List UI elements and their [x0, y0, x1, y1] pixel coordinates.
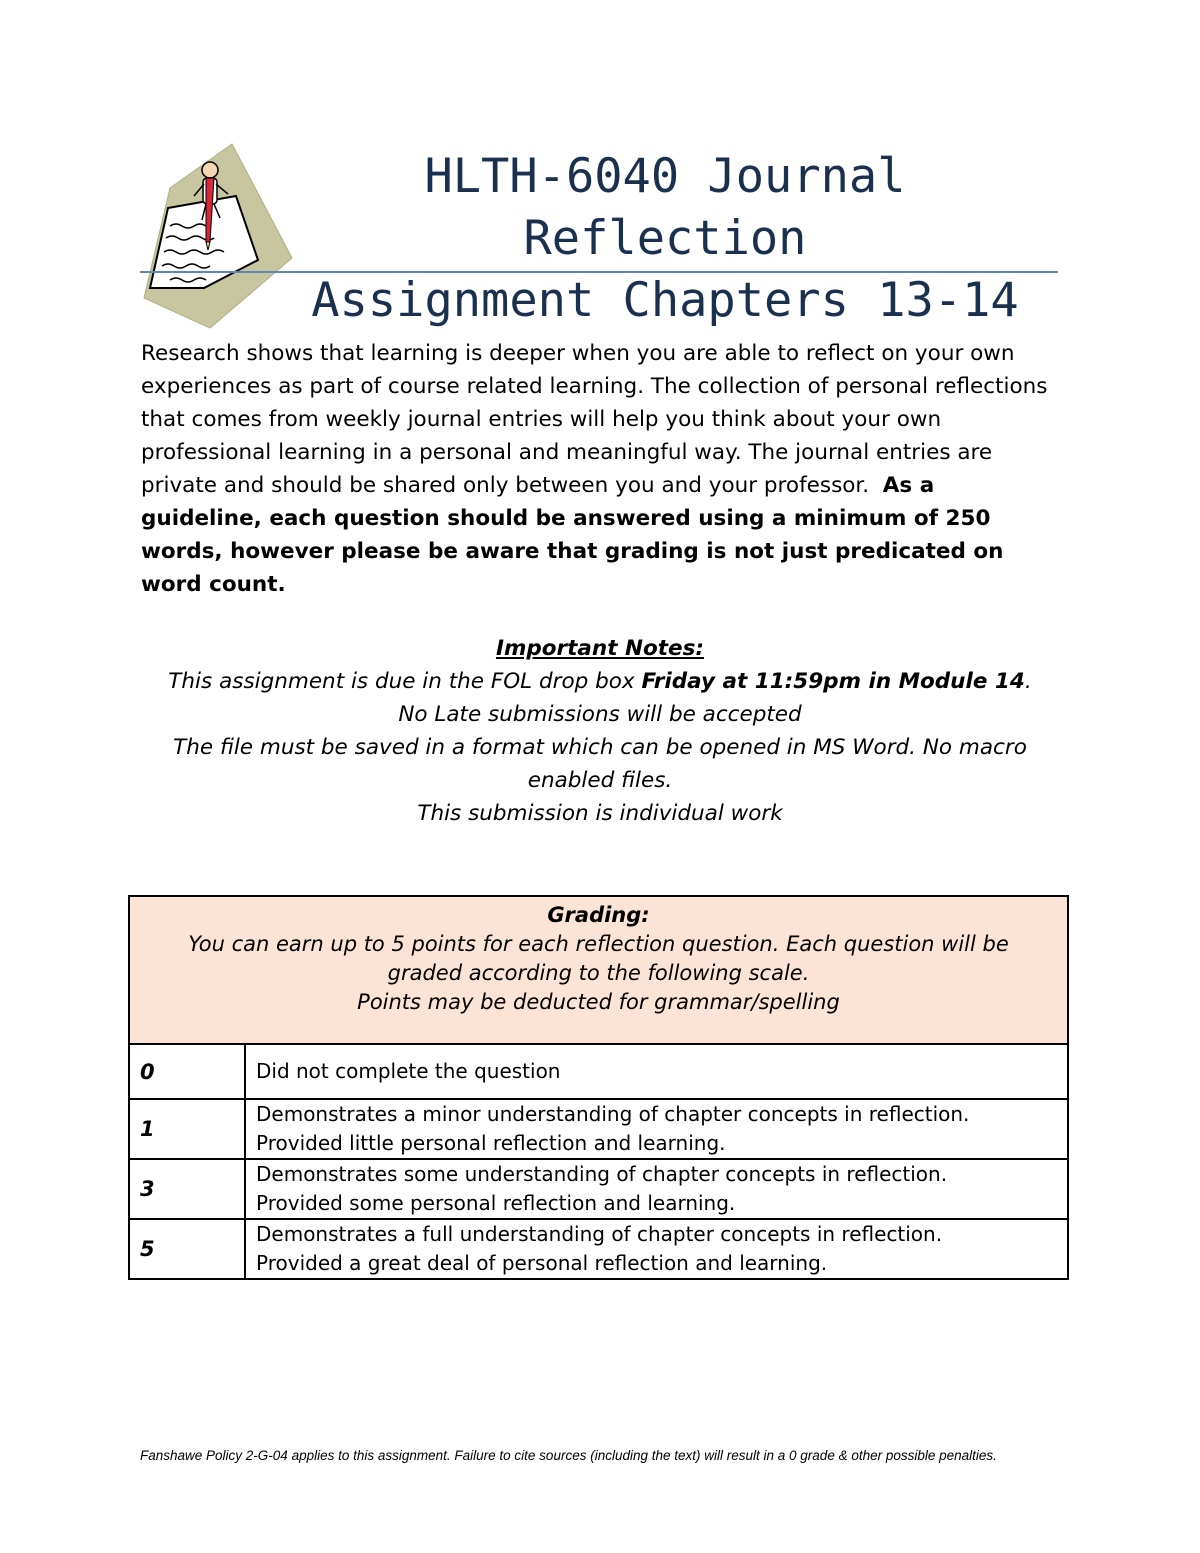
- criteria-line-2: Provided little personal reflection and learning.: [256, 1131, 726, 1155]
- important-notes: [140, 632, 1060, 830]
- notes-individual-line: This submission is individual work: [417, 801, 783, 826]
- criteria-line-1: Did not complete the question: [256, 1059, 561, 1083]
- table-row: [129, 1159, 1068, 1219]
- criteria-cell: [245, 1159, 1068, 1219]
- criteria-line-2: Provided a great deal of personal reflection and learning.: [256, 1251, 828, 1275]
- notes-due-suffix: .: [1024, 669, 1032, 694]
- title-line-2: Assignment Chapters 13-14: [311, 273, 1019, 328]
- notes-late-line: No Late submissions will be accepted: [398, 702, 802, 727]
- points-cell: 1: [129, 1099, 245, 1159]
- notes-due-prefix: This assignment is due in the FOL drop box: [168, 669, 642, 694]
- criteria-cell: [245, 1044, 1068, 1099]
- title-underline-rule: [140, 271, 1058, 273]
- grading-header-cell: [129, 896, 1068, 1044]
- criteria-cell: [245, 1099, 1068, 1159]
- notes-format-line: The file must be saved in a format which can be opened in MS Word. No macro enabled files.: [173, 735, 1027, 793]
- document-title: [270, 146, 1060, 332]
- criteria-line-1: Demonstrates some understanding of chapter concepts in reflection.: [256, 1162, 948, 1186]
- table-row: [129, 1044, 1068, 1099]
- points-cell: 0: [129, 1044, 245, 1099]
- grading-deduction-note: Points may be deducted for grammar/spelling: [357, 990, 840, 1014]
- grading-title: Grading:: [547, 903, 650, 927]
- intro-text: Research shows that learning is deeper when you are able to reflect on your own experiences as part of course related learning. The collection of personal reflections that comes from weekly journal entries will help you think about your own professional learning in a personal and meaningful way. The journal entries are private and should be shared only between you and your professor.: [141, 341, 1048, 498]
- points-cell: 5: [129, 1219, 245, 1279]
- grading-header-row: [129, 896, 1068, 1044]
- table-row: [129, 1099, 1068, 1159]
- policy-footer: Fanshawe Policy 2-G-04 applies to this assignment. Failure to cite sources (including the text) will result in a 0 grade & other possible penalties.: [140, 1448, 997, 1463]
- table-row: [129, 1219, 1068, 1279]
- notes-heading: Important Notes:: [495, 636, 705, 661]
- grading-description: You can earn up to 5 points for each reflection question. Each question will be graded according to the following scale.: [188, 932, 1009, 985]
- criteria-line-1: Demonstrates a full understanding of chapter concepts in reflection.: [256, 1222, 943, 1246]
- criteria-cell: [245, 1219, 1068, 1279]
- points-cell: 3: [129, 1159, 245, 1219]
- criteria-line-1: Demonstrates a minor understanding of chapter concepts in reflection.: [256, 1102, 970, 1126]
- grading-table: [128, 895, 1069, 1280]
- title-line-1: HLTH-6040 Journal Reflection: [424, 149, 906, 266]
- intro-paragraph: [141, 337, 1061, 601]
- criteria-line-2: Provided some personal reflection and learning.: [256, 1191, 736, 1215]
- intro-guideline-bold: As a guideline, each question should be answered using a minimum of 250 words, however please be aware that grading is not just predicated on word count.: [141, 473, 1004, 597]
- notes-due-line: [140, 665, 1060, 698]
- notes-due-date: Friday at 11:59pm in Module 14: [641, 669, 1025, 694]
